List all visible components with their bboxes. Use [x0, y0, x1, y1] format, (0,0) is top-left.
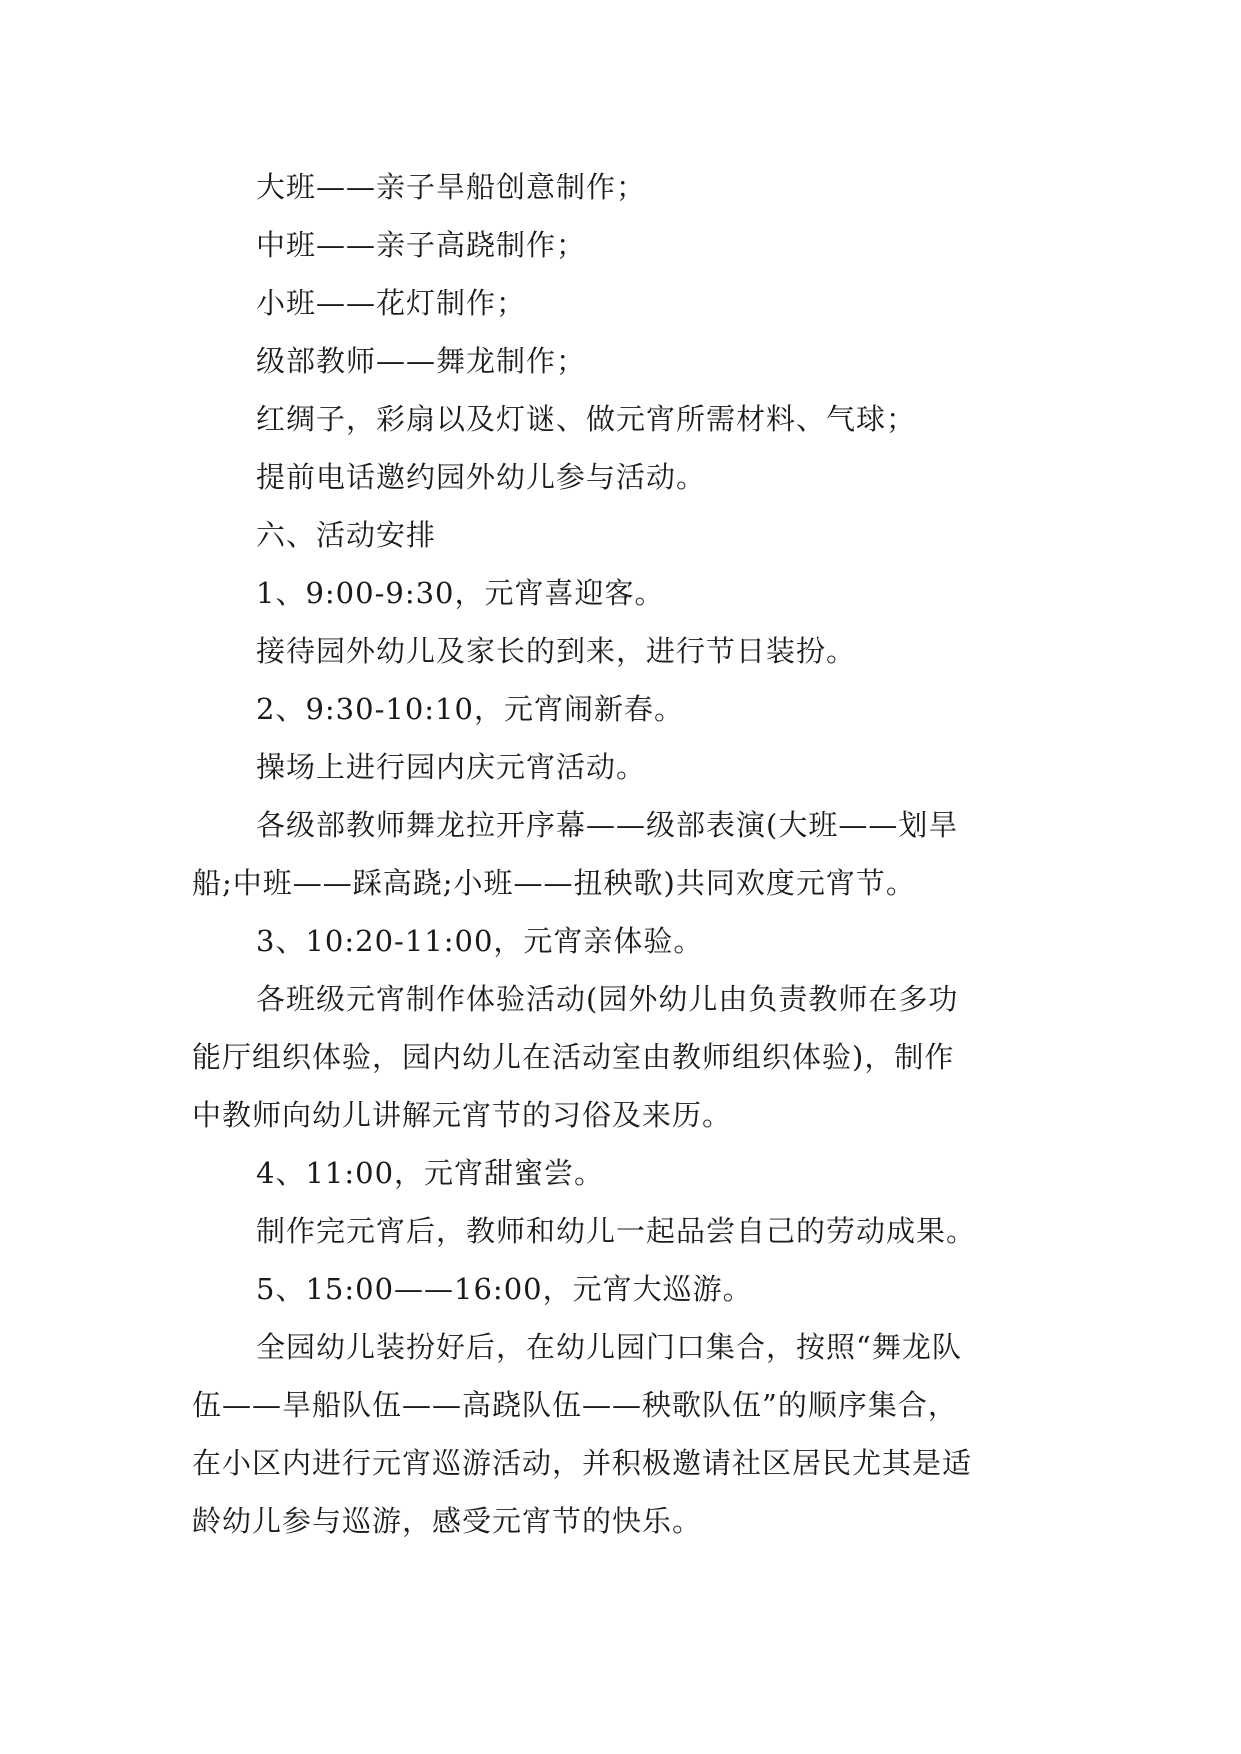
schedule-item-5: 5、15:00——16:00，元宵大巡游。	[256, 1272, 753, 1306]
paragraph-line: 在小区内进行元宵巡游活动，并积极邀请社区居民尤其是适	[192, 1446, 973, 1480]
schedule-item-4: 4、11:00，元宵甜蜜尝。	[256, 1156, 605, 1190]
text-line-small-class: 小班——花灯制作；	[256, 286, 527, 320]
paragraph-line: 各级部教师舞龙拉开序幕——级部表演(大班——划旱	[256, 808, 959, 842]
paragraph-line: 伍——旱船队伍——高跷队伍——秧歌队伍”的顺序集合，	[192, 1388, 958, 1422]
text-line-large-class: 大班——亲子旱船创意制作；	[256, 170, 647, 204]
schedule-item-2: 2、9:30-10:10，元宵闹新春。	[256, 692, 684, 726]
paragraph-line: 能厅组织体验，园内幼儿在活动室由教师组织体验)，制作	[192, 1040, 955, 1074]
section-heading: 六、活动安排	[256, 518, 437, 552]
schedule-item-1: 1、9:00-9:30，元宵喜迎客。	[256, 576, 665, 610]
paragraph-line: 各班级元宵制作体验活动(园外幼儿由负责教师在多功	[256, 982, 959, 1016]
text-line-teachers: 级部教师——舞龙制作；	[256, 344, 587, 378]
paragraph-line: 船;中班——踩高跷;小班——扭秧歌)共同欢度元宵节。	[192, 866, 916, 900]
paragraph-line: 龄幼儿参与巡游，感受元宵节的快乐。	[192, 1504, 703, 1538]
paragraph-line: 操场上进行园内庆元宵活动。	[256, 750, 647, 784]
text-line-invitation: 提前电话邀约园外幼儿参与活动。	[256, 460, 707, 494]
paragraph-line: 中教师向幼儿讲解元宵节的习俗及来历。	[192, 1098, 733, 1132]
text-line-middle-class: 中班——亲子高跷制作；	[256, 228, 587, 262]
text-line-materials: 红绸子，彩扇以及灯谜、做元宵所需材料、气球；	[256, 402, 917, 436]
schedule-item-3: 3、10:20-11:00，元宵亲体验。	[256, 924, 704, 958]
paragraph-line: 制作完元宵后，教师和幼儿一起品尝自己的劳动成果。	[256, 1214, 977, 1248]
paragraph-line: 全园幼儿装扮好后，在幼儿园门口集合，按照“舞龙队	[256, 1330, 962, 1364]
paragraph-line: 接待园外幼儿及家长的到来，进行节日装扮。	[256, 634, 857, 668]
